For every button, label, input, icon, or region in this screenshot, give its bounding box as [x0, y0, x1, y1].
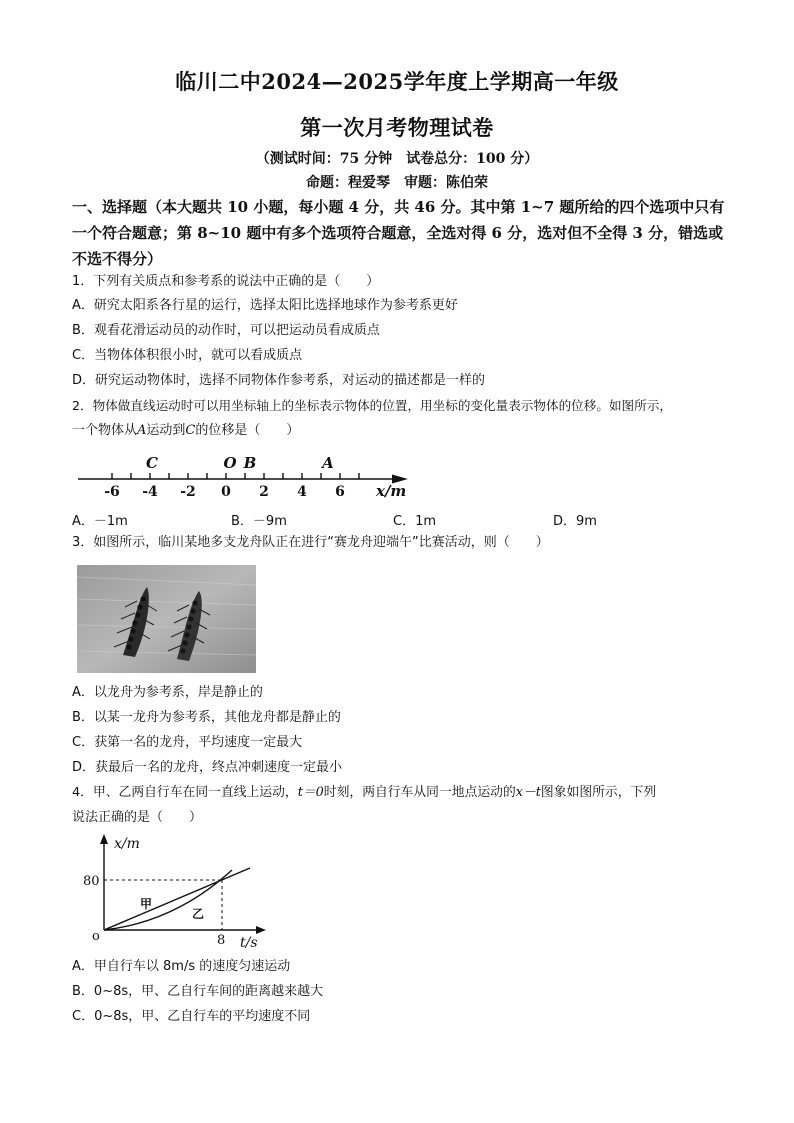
q3-option-b: B．以某一龙舟为参考系，其他龙舟都是静止的 — [72, 710, 341, 725]
q2-options — [72, 510, 732, 530]
curve-jia — [104, 868, 250, 930]
q2-stem-line1: 2．物体做直线运动时可以用坐标轴上的坐标表示物体的位置，用坐标的变化量表示物体的位移。如图所示， — [72, 398, 672, 413]
y-tick-80: 80 — [83, 874, 100, 889]
tick-label: 4 — [297, 484, 307, 500]
x-tick-8: 8 — [217, 933, 226, 948]
exam-subtitle: 第一次月考物理试卷 — [300, 115, 494, 140]
q4-option-c: C．0~8s，甲、乙自行车的平均速度不同 — [72, 1009, 311, 1024]
point-label-b: B — [243, 454, 257, 472]
q4-option-b: B．0~8s，甲、乙自行车间的距离越来越大 — [72, 984, 324, 999]
q3-stem: 3．如图所示，临川某地多支龙舟队正在进行“赛龙舟迎端午”比赛活动，则（ ） — [72, 535, 549, 550]
q2-option-a: A．－1m — [72, 514, 128, 529]
q3-option-a: A．以龙舟为参考系，岸是静止的 — [72, 685, 263, 700]
q2-stem-line2 — [72, 419, 732, 443]
tick-label: 2 — [259, 484, 269, 500]
q3-option-d: D．获最后一名的龙舟，终点冲刺速度一定最小 — [72, 760, 343, 775]
tick-label: 6 — [335, 484, 345, 500]
curve-yi — [104, 870, 232, 930]
q1-option-a: A．研究太阳系各行星的运行，选择太阳比选择地球作为参考系更好 — [72, 298, 458, 313]
q4-option-a: A．甲自行车以 8m/s 的速度匀速运动 — [72, 959, 291, 974]
q4-stem-line2: 说法正确的是（ ） — [72, 810, 203, 825]
y-axis-label: x/m — [114, 836, 140, 852]
exam-title: 临川二中2024—2025学年度上学期高一年级 — [175, 69, 619, 94]
q2-option-c: C．1m — [393, 514, 437, 529]
q1-stem: 1．下列有关质点和参考系的说法中正确的是（ ） — [72, 274, 380, 289]
q4-xt-graph — [80, 830, 270, 952]
q4-stem-xt: x－t — [515, 785, 541, 800]
x-axis-label: t/s — [240, 935, 258, 951]
tick-label: -2 — [180, 484, 196, 500]
q2-stem-pre: 一个物体从 — [72, 423, 138, 438]
point-label-a: A — [322, 454, 334, 472]
q4-stem-post: 图象如图所示，下列 — [540, 785, 657, 800]
q4-stem-mid: 时刻，两自行车从同一地点运动的 — [323, 785, 516, 800]
q4-stem-t0: t＝0 — [297, 785, 324, 800]
point-label-c: C — [146, 454, 158, 472]
q2-point-a: A — [137, 423, 147, 438]
q3-option-c: C．获第一名的龙舟，平均速度一定最大 — [72, 735, 303, 750]
exam-authors: 命题：程爱琴 审题：陈伯荣 — [306, 175, 488, 191]
q2-stem-mid: 运动到 — [146, 423, 186, 438]
label-jia: 甲 — [140, 897, 153, 911]
q1-option-b: B．观看花滑运动员的动作时，可以把运动员看成质点 — [72, 323, 380, 338]
tick-label: -4 — [142, 484, 158, 500]
q2-stem-post: 的位移是（ ） — [195, 423, 300, 438]
point-label-o: O — [223, 454, 237, 472]
q2-point-c: C — [185, 423, 196, 438]
dragon-boat-photo — [77, 565, 256, 673]
q2-number-line — [70, 450, 420, 502]
q4-stem-line1 — [72, 781, 732, 805]
tick-label: -6 — [104, 484, 120, 500]
axis-unit: x/m — [376, 482, 407, 500]
section-heading: 一、选择题（本大题共 10 小题，每小题 4 分，共 46 分。其中第 1~7 题所给的四个选项中只有一个符合题意；第 8~10 题中有多个选项符合题意，全选对得 6 分，选对但不全得 3 分，错选或不选不得分） — [72, 198, 725, 268]
origin-label: o — [92, 929, 100, 944]
q1-option-d: D．研究运动物体时，选择不同物体作参考系，对运动的描述都是一样的 — [72, 373, 486, 388]
q1-option-c: C．当物体体积很小时，就可以看成质点 — [72, 348, 303, 363]
q2-option-d: D．9m — [553, 514, 597, 529]
tick-label: 0 — [221, 484, 231, 500]
q4-stem-pre: 4．甲、乙两自行车在同一直线上运动， — [72, 785, 298, 800]
label-yi: 乙 — [192, 907, 205, 921]
q2-option-b: B．－9m — [231, 514, 287, 529]
exam-info: （测试时间：75 分钟 试卷总分：100 分） — [255, 151, 539, 167]
